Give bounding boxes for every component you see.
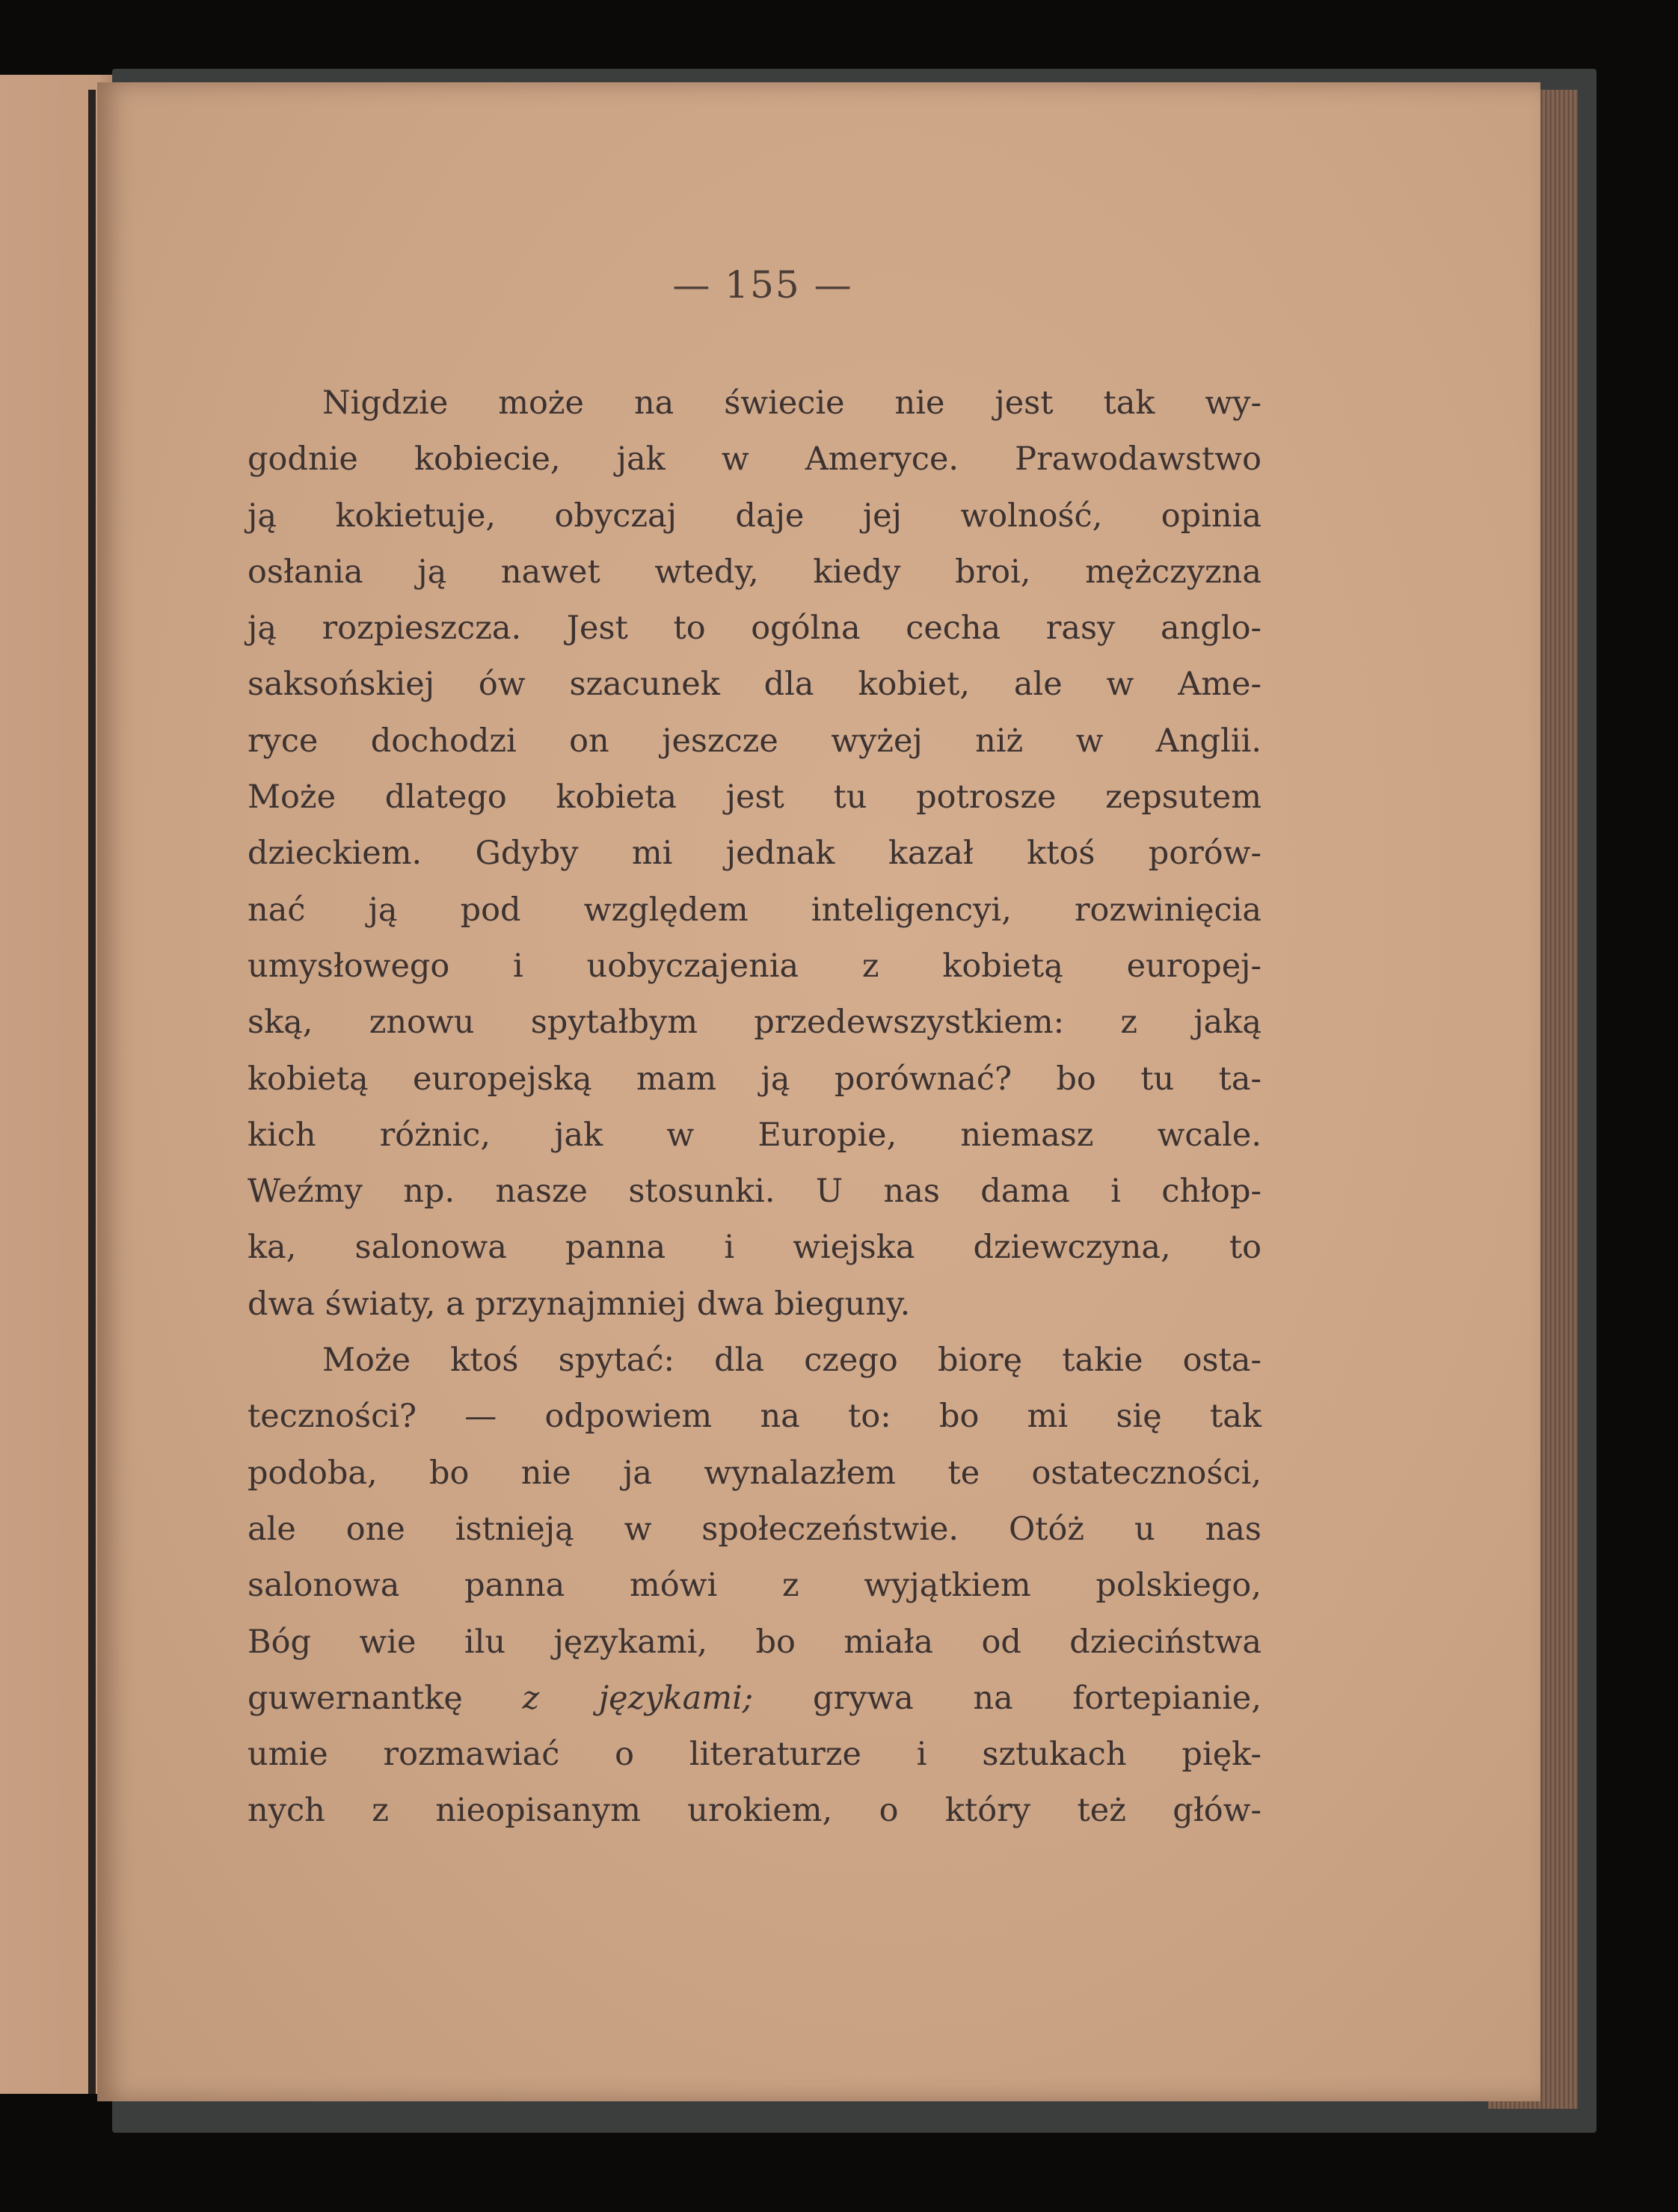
text-line: ją rozpieszcza. Jest to ogólna cecha rasy anglo- bbox=[248, 609, 1261, 648]
text-line: umysłowego i uobyczajenia z kobietą europej- bbox=[248, 947, 1261, 985]
text-line: kobietą europejską mam ją porównać? bo tu ta- bbox=[248, 1060, 1261, 1098]
text-line: ską, znowu spytałbym przedewszystkiem: z jaką bbox=[248, 1004, 1261, 1042]
text-line: dzieckiem. Gdyby mi jednak kazał ktoś porów- bbox=[248, 835, 1261, 873]
text-line: saksońskiej ów szacunek dla kobiet, ale w Ame- bbox=[248, 666, 1261, 704]
text-line: ją kokietuje, obyczaj daje jej wolność, opinia bbox=[248, 497, 1261, 535]
page-number: — 155 — bbox=[672, 263, 853, 307]
text-line: osłania ją nawet wtedy, kiedy broi, mężczyzna bbox=[248, 553, 1261, 591]
book-spine bbox=[88, 90, 96, 2094]
text-line: Może dlatego kobieta jest tu potrosze zepsutem bbox=[248, 778, 1261, 817]
text-line: ryce dochodzi on jeszcze wyżej niż w Anglii. bbox=[248, 722, 1261, 760]
text-line: Weźmy np. nasze stosunki. U nas dama i chłop- bbox=[248, 1173, 1261, 1211]
text-line: umie rozmawiać o literaturze i sztukach pięk- bbox=[248, 1736, 1261, 1774]
text-line: teczności? — odpowiem na to: bo mi się tak bbox=[248, 1398, 1261, 1436]
text-line: salonowa panna mówi z wyjątkiem polskiego, bbox=[248, 1567, 1261, 1605]
text-line: podoba, bo nie ja wynalazłem te ostateczności, bbox=[248, 1454, 1261, 1492]
italic-phrase: z językami; bbox=[522, 1679, 754, 1717]
text-line: dwa światy, a przynajmniej dwa bieguny. bbox=[248, 1285, 911, 1323]
text-line: ale one istnieją w społeczeństwie. Otóż u nas bbox=[248, 1510, 1261, 1548]
text-line: kich różnic, jak w Europie, niemasz wcale. bbox=[248, 1116, 1261, 1154]
text-line: nać ją pod względem inteligencyi, rozwinięcia bbox=[248, 891, 1261, 929]
text-line: Nigdzie może na świecie nie jest tak wy- bbox=[322, 384, 1261, 422]
text-line: nych z nieopisanym urokiem, o który też głów- bbox=[248, 1792, 1261, 1830]
text-line: Może ktoś spytać: dla czego biorę takie osta- bbox=[322, 1342, 1261, 1380]
text-line: guwernantkę z językami; grywa na fortepianie, bbox=[248, 1679, 1261, 1717]
page-body-text bbox=[248, 375, 1261, 1840]
text-line: godnie kobiecie, jak w Ameryce. Prawodawstwo bbox=[248, 440, 1261, 479]
text-line: Bóg wie ilu językami, bo miała od dzieciństwa bbox=[248, 1623, 1261, 1661]
text-line: ka, salonowa panna i wiejska dziewczyna, to bbox=[248, 1229, 1261, 1267]
